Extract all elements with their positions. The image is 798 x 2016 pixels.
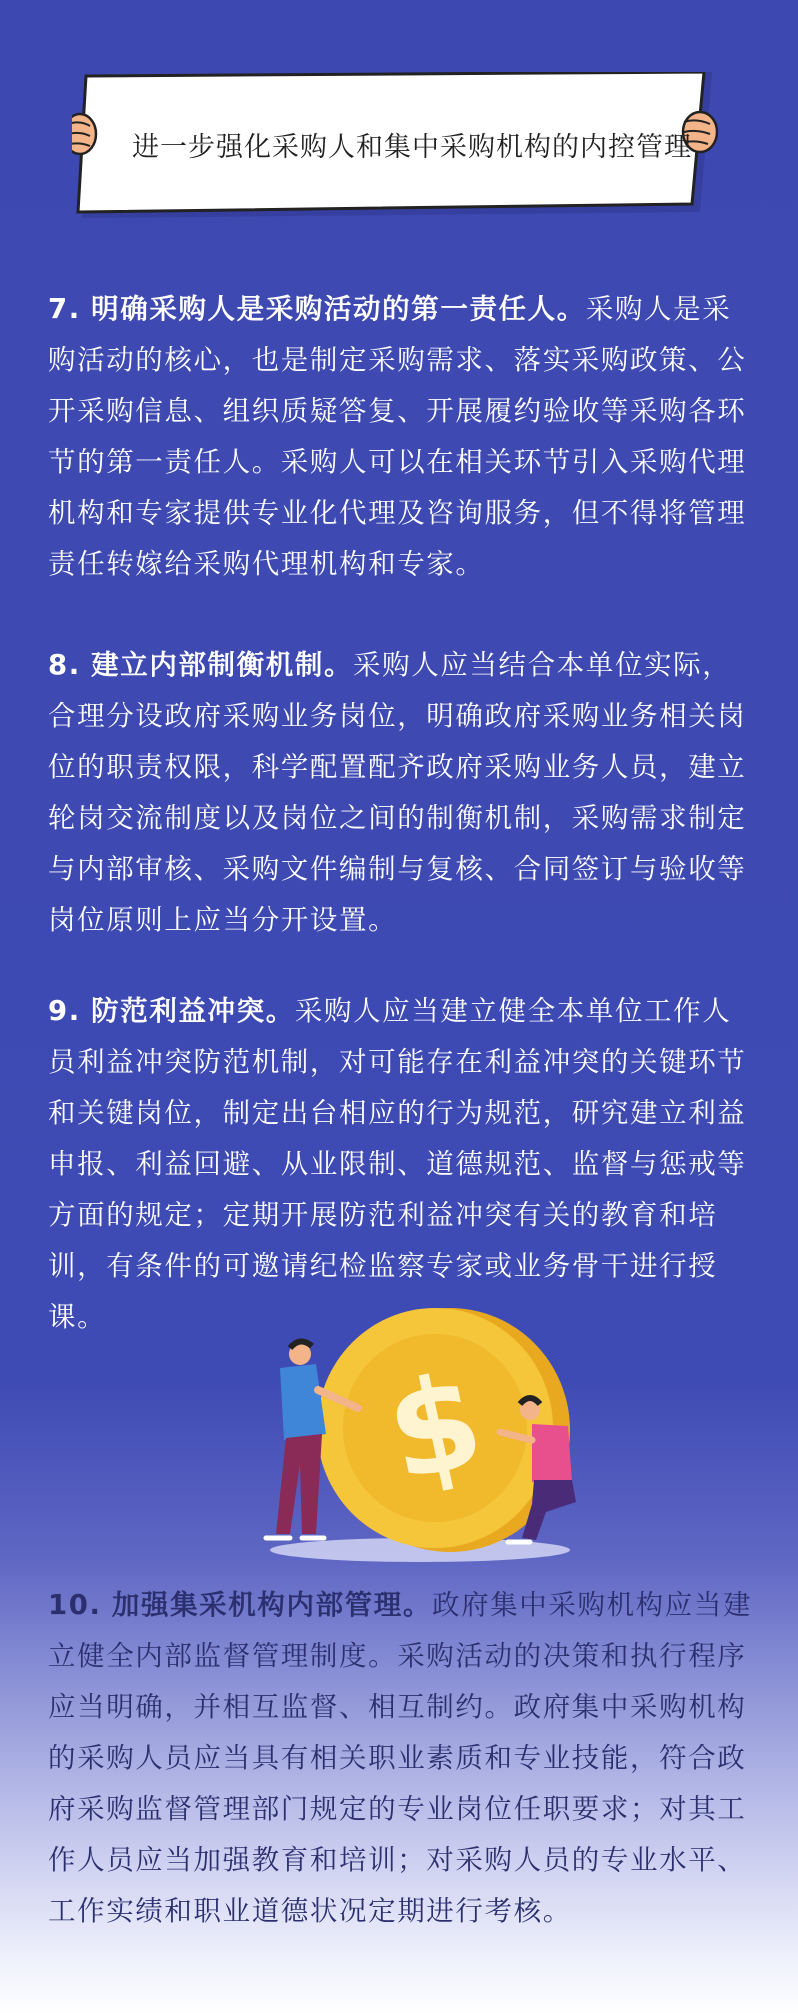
section-heading: 建立内部制衡机制。	[91, 649, 354, 681]
banner-title: 进一步强化采购人和集中采购机构的内控管理	[132, 132, 692, 163]
section-8	[48, 640, 760, 946]
section-body: 采购人应当结合本单位实际，合理分设政府采购业务岗位，明确政府采购业务相关岗位的职责权限，科学配置配齐政府采购业务人员，建立轮岗交流制度以及岗位之间的制衡机制，采购需求制定与内部审核、采购文件编制与复核、合同签订与验收等岗位原则上应当分开设置。	[48, 649, 747, 936]
svg-text:$: $	[374, 1343, 495, 1511]
section-7	[48, 284, 760, 590]
section-heading: 加强集采机构内部管理。	[111, 1589, 432, 1621]
section-number: 7.	[48, 293, 81, 325]
coin-illustration	[230, 1300, 610, 1570]
section-body: 采购人是采购活动的核心，也是制定采购需求、落实采购政策、公开采购信息、组织质疑答复、开展履约验收等采购各环节的第一责任人。采购人可以在相关环节引入采购代理机构和专家提供专业化代理及咨询服务，但不得将管理责任转嫁给采购代理机构和专家。	[48, 293, 747, 580]
section-9	[48, 986, 760, 1343]
section-heading: 防范利益冲突。	[91, 995, 295, 1027]
section-body: 政府集中采购机构应当建立健全内部监督管理制度。采购活动的决策和执行程序应当明确，并相互监督、相互制约。政府集中采购机构的采购人员应当具有相关职业素质和专业技能，符合政府采购监督管理部门规定的专业岗位任职要求；对其工作人员应当加强教育和培训；对采购人员的专业水平、工作实绩和职业道德状况定期进行考核。	[48, 1589, 753, 1927]
section-paragraph	[48, 640, 760, 946]
section-body: 采购人应当建立健全本单位工作人员利益冲突防范机制，对可能存在利益冲突的关键环节和关键岗位，制定出台相应的行为规范，研究建立利益申报、利益回避、从业限制、道德规范、监督与惩戒等方面的规定；定期开展防范利益冲突有关的教育和培训，有条件的可邀请纪检监察专家或业务骨干进行授课。	[48, 995, 747, 1333]
section-number: 8.	[48, 649, 81, 681]
section-paragraph	[48, 986, 760, 1343]
section-10	[48, 1580, 760, 1937]
section-number: 9.	[48, 995, 81, 1027]
title-banner	[72, 72, 722, 220]
section-heading: 明确采购人是采购活动的第一责任人。	[91, 293, 586, 325]
section-paragraph	[48, 284, 760, 590]
section-number: 10.	[48, 1589, 102, 1621]
section-paragraph	[48, 1580, 760, 1937]
